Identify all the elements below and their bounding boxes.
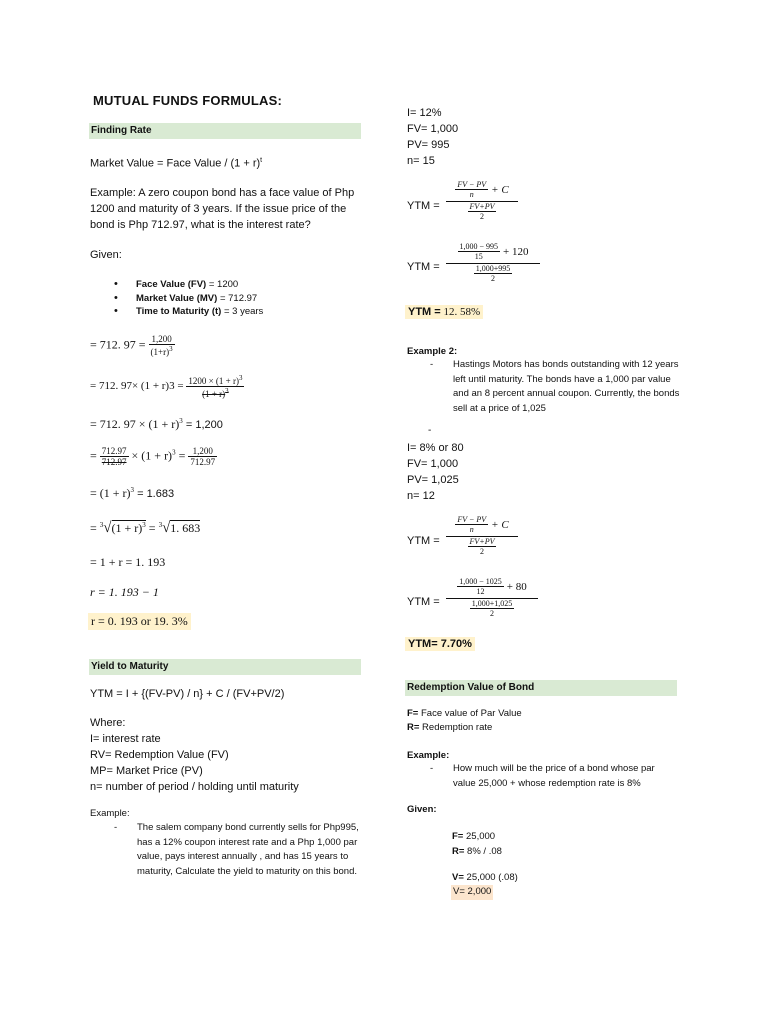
fraction: $\frac{1,200}{(1+r)^3}$ (150, 334, 173, 357)
list-item: F= 25,000 (452, 831, 496, 842)
ytm-fraction: $\frac{FV - PV}{n}$ + C $\frac{FV+PV}{2}$ (446, 180, 518, 221)
ytm-fraction: $\frac{FV - PV}{n}$ + C $\frac{FV+PV}{2}$ (446, 515, 518, 556)
ytm-example (92, 821, 362, 879)
list-item: I= 8% or 80 (407, 442, 464, 454)
redemption-heading: Redemption Value of Bond (405, 680, 677, 696)
example2-text (408, 358, 680, 416)
list-item: PV= 995 (407, 139, 450, 151)
list-item: F= Face value of Par Value (407, 708, 522, 719)
list-item: I= 12% (407, 107, 442, 119)
list-item: I= interest rate (90, 733, 161, 745)
page-title: MUTUAL FUNDS FORMULAS: (93, 93, 283, 108)
list-item: - How much will be the price of a bond whose par value 25,000 + whose redemption rate is 8% (408, 762, 680, 791)
list-item: PV= 1,025 (407, 474, 459, 486)
list-item: R= 8% / .08 (452, 845, 502, 857)
redemption-given-label: Given: (407, 804, 437, 815)
given-list (92, 278, 362, 319)
redemption-given (452, 830, 502, 859)
equation-step: r = 1. 193 − 1 (90, 585, 159, 599)
ytm-label: YTM = (407, 535, 440, 547)
fraction: $\frac{1,200}{712.97}$ (190, 446, 216, 467)
ytm-fraction: $\frac{1,000 - 1025}{12}$ + 80 $\frac{1,000+1,025}{2}$ (446, 577, 538, 618)
redemption-example (408, 762, 680, 791)
equation-step: = 1 + r = 1. 193 (90, 555, 166, 569)
list-item: R= Redemption rate (407, 721, 493, 733)
fraction: $\frac{1200 \times (1 + r)^3}{(1 + r)^3}$ (188, 374, 243, 399)
fraction: $\frac{712.97}{712.97}$ (101, 446, 127, 467)
example1-vars (407, 105, 458, 169)
market-value-formula: Market Value = Face Value / $(1 + r)^t$ (90, 157, 263, 170)
redemption-result: V= 2,000 (451, 885, 493, 900)
ytm-result-1: YTM = 12. 58% (405, 305, 483, 319)
redemption-calc: V= 25,000 (.08) (452, 872, 518, 883)
ytm-formula: YTM = I + {(FV-PV) / n} + C / (FV+PV/2) (90, 688, 285, 700)
ytm-label: YTM = (407, 596, 440, 608)
given-label: Given: (90, 249, 122, 261)
ytm-example-label: Example: (90, 808, 130, 819)
equation-step: = 712. $97 \times (1 + r)^3 = 1,200$ (90, 417, 223, 431)
equation-step: = $^3√(1 + r)^3 = ^3√1$. 683 (90, 520, 201, 536)
ytm-result-2: YTM= 7.70% (405, 637, 475, 651)
list-item: n= number of period / holding until maturity (90, 781, 299, 793)
dash-marker: - (428, 425, 432, 436)
redemption-defs (407, 707, 522, 735)
yield-to-maturity-heading: Yield to Maturity (89, 659, 361, 675)
equation-step: = 712. 97 = $\frac{1,200}{(1+r)^3}$ (90, 334, 173, 357)
where-list (90, 731, 299, 795)
equation-step: = 712. 97× (1 + r)3 = $\frac{1200 \times (1 + r)^3}{(1 + r)^3}$ (90, 374, 243, 399)
redemption-example-label: Example: (407, 750, 450, 761)
ytm-label: YTM = (407, 200, 440, 212)
list-item: RV= Redemption Value (FV) (90, 749, 229, 761)
list-item: • Market Value (MV) = 712.97 (92, 292, 362, 306)
list-item: - The salem company bond currently sells for Php995, has a 12% coupon interest rate and a Php 1,000 par value, pays interest annually , and has 15 years to maturity, Calculate the yield to maturity on this bond. (92, 821, 362, 879)
list-item: FV= 1,000 (407, 123, 459, 135)
equation-step: = $\frac{712.97}{712.97}$ × $(1 + r)^3$ = $\frac{1,200}{712.97}$ (90, 446, 216, 467)
list-item: • Time to Maturity (t) = 3 years (92, 305, 362, 319)
ytm-label: YTM = (407, 261, 440, 273)
equation-step: = $(1 + r)^3 = 1.683$ (90, 486, 175, 500)
list-item: MP= Market Price (PV) (90, 765, 203, 777)
list-item: n= 12 (407, 490, 435, 502)
list-item: FV= 1,000 (407, 458, 459, 470)
interest-rate-result: r = 0. 193 or 19. 3% (88, 613, 191, 630)
example2-vars (407, 440, 464, 504)
ytm-fraction: $\frac{1,000 - 995}{15}$ + 120 $\frac{1,000+995}{2}$ (446, 242, 540, 283)
list-item: n= 15 (407, 155, 435, 167)
finding-rate-heading: Finding Rate (89, 123, 361, 139)
example2-label: Example 2: (407, 346, 458, 357)
list-item: • Face Value (FV) = 1200 (92, 278, 362, 292)
where-label: Where: (90, 717, 126, 729)
finding-rate-example: Example: A zero coupon bond has a face value of Php 1200 and maturity of 3 years. If the issue price of the bond is Php 712.97, what is the interest rate? (90, 187, 355, 231)
list-item: - Hastings Motors has bonds outstanding with 12 years left until maturity. The bonds have a 1,000 par value and an 8 percent annual coupon. Currently, the bonds sell at a price of 1,025 (408, 358, 680, 416)
